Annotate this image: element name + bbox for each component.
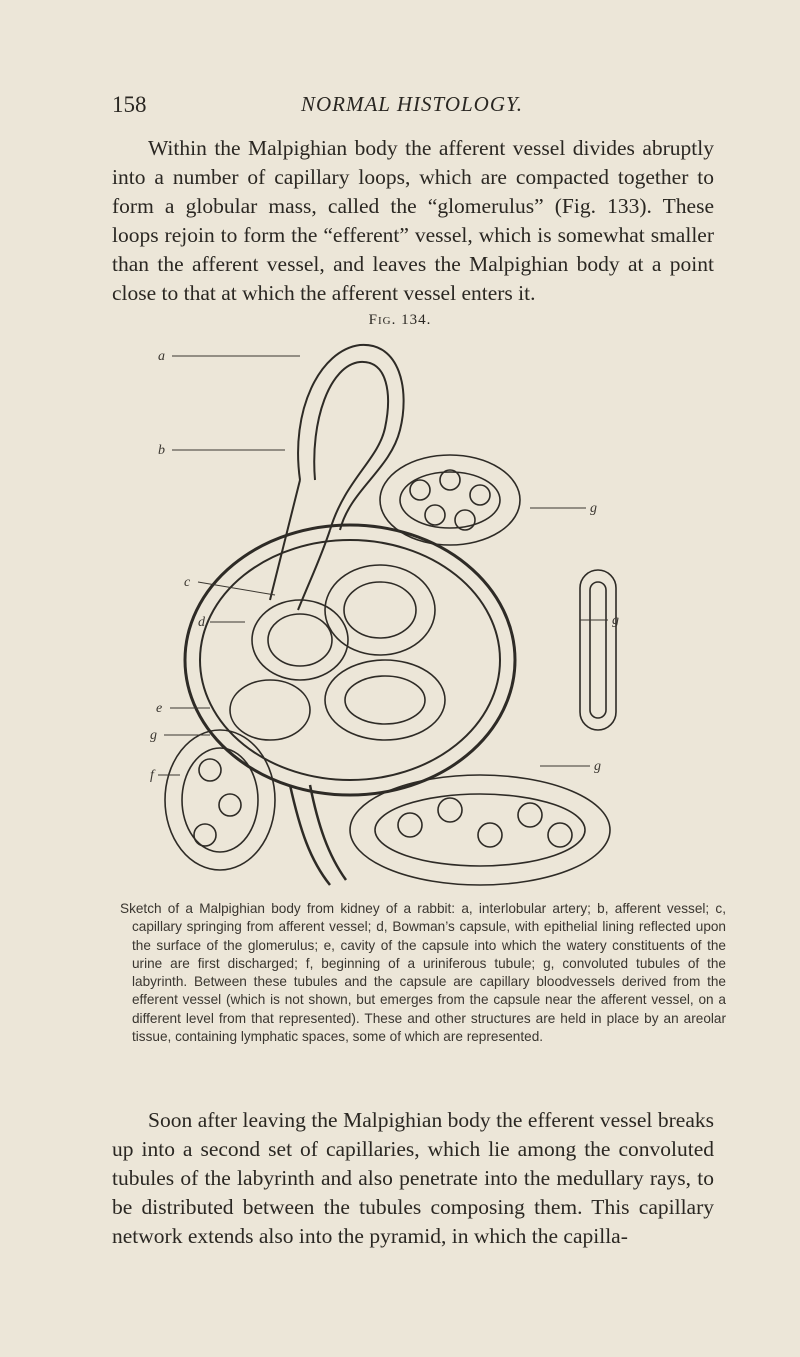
label-e: e	[156, 701, 163, 716]
page-number: 158	[112, 92, 147, 117]
label-g-right: g	[612, 613, 619, 628]
label-f: f	[150, 768, 154, 783]
body-paragraph: Soon after leaving the Malpighian body the efferent vessel breaks up into a second set of capillaries, which lie among the convoluted tubules of the labyrinth and also penetrate into the medullary rays, to be distributed between the tubules composing them. This capillary network extends also into the pyramid, in which the capilla-	[112, 1108, 714, 1248]
label-g-left: g	[150, 728, 157, 743]
label-c: c	[184, 575, 191, 590]
label-a: a	[158, 349, 165, 364]
body-paragraph: Within the Malpighian body the afferent vessel divides abruptly into a number of capillary loops, which are compacted together to form a globular mass, called the “glomerulus” (Fig. 133). These loops rejoin to form the “efferent” vessel, which is somewhat smaller than the afferent vessel, and leaves the Malpighian body at a point close to that at which the afferent vessel enters it.	[112, 136, 714, 305]
bowmans-capsule	[185, 525, 515, 795]
running-head	[112, 92, 712, 120]
label-g-top: g	[590, 501, 597, 516]
convoluted-tubules	[165, 455, 616, 885]
figure-caption: Sketch of a Malpighian body from kidney of a rabbit: a, interlobular artery; b, afferent vessel; c, capillary springing from afferent vessel; d, Bowman’s capsule, with epithelial lining reflected upon the surface of the glomerulus; e, cavity of the capsule into which the watery constituents of the urine are first discharged; f, beginning of a uriniferous tubule; g, convoluted tubules of the labyrinth. Between these tubules and the capsule are capillary bloodvessels derived from the efferent vessel (which is not shown, but emerges from the capsule near the afferent vessel, on a different level from that represented). These and other structures are held in place by an areolar tissue, containing lymphatic spaces, some of which are represented.	[120, 901, 726, 1045]
label-b: b	[158, 443, 165, 458]
glomerulus	[230, 565, 445, 740]
label-g-bottom: g	[594, 759, 601, 774]
running-title: NORMAL HISTOLOGY.	[300, 92, 523, 116]
interlobular-artery	[298, 345, 404, 530]
malpighian-body-illustration	[150, 330, 670, 890]
figure-label: Fig. 134.	[368, 312, 432, 328]
label-d: d	[198, 615, 205, 630]
